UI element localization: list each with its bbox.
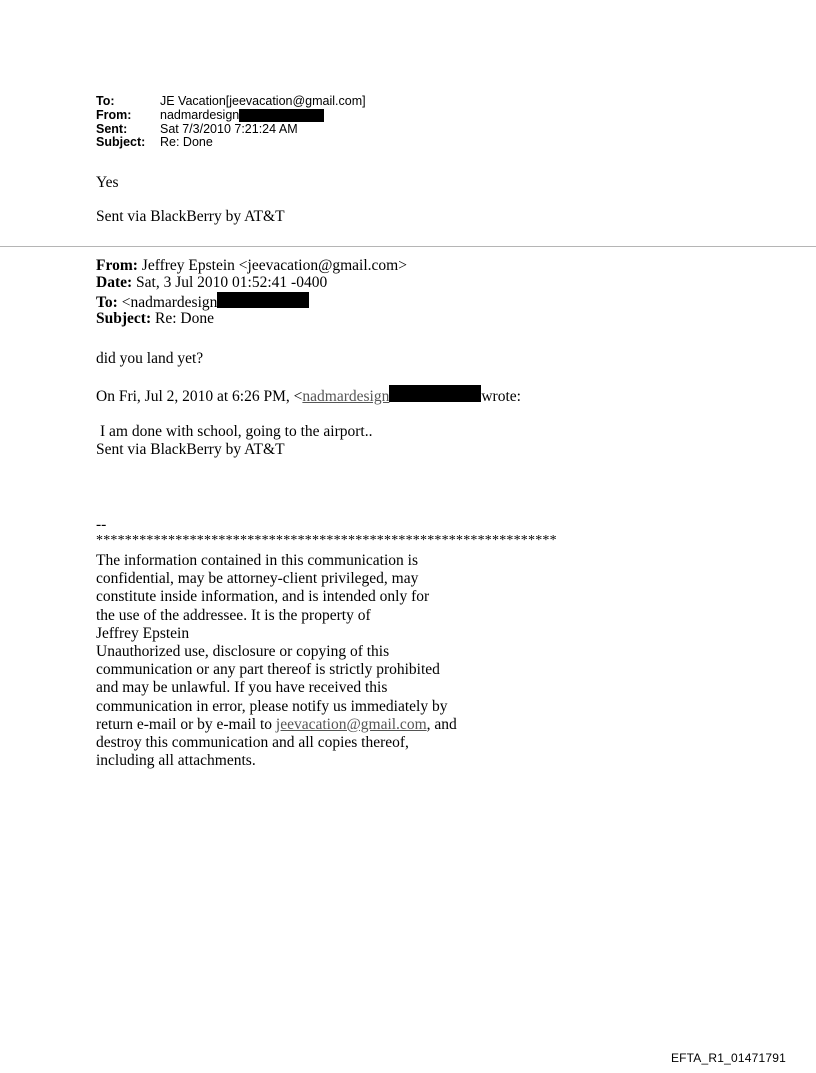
attribution-prefix: On Fri, Jul 2, 2010 at 6:26 PM, < <box>96 388 303 405</box>
sent-value: Sat 7/3/2010 7:21:24 AM <box>160 121 298 136</box>
quoted-to-value: <nadmardesign <box>117 293 218 311</box>
disclaimer-email-link[interactable]: jeevacation@gmail.com <box>275 715 427 733</box>
quoted-to-row <box>96 292 407 312</box>
quoted-from-row <box>96 258 407 275</box>
confidentiality-disclaimer <box>96 552 516 770</box>
quoted-from-value: Jeffrey Epstein <jeevacation@gmail.com> <box>137 257 407 274</box>
header-sent-row <box>96 123 366 137</box>
to-value: JE Vacation[jeevacation@gmail.com] <box>160 94 366 108</box>
quoted-header <box>96 258 407 328</box>
header-from-row <box>96 109 366 123</box>
disclaimer-text-part2: , and destroy this communication and all copies thereof, including all attachments. <box>96 715 457 770</box>
divider-line <box>0 246 816 247</box>
quoted-date-label: Date: <box>96 273 133 291</box>
quoted-subject-row <box>96 311 407 328</box>
attribution-line <box>96 385 521 406</box>
reply-body: Yes <box>96 174 119 191</box>
signature-dashes: -- <box>96 516 107 533</box>
to-label: To: <box>96 94 115 108</box>
subject-value: Re: Done <box>160 135 213 150</box>
quoted-subject-label: Subject: <box>96 310 152 328</box>
document-id-footer: EFTA_R1_01471791 <box>670 1051 786 1065</box>
quoted-date-value: Sat, 3 Jul 2010 01:52:41 -0400 <box>132 273 328 291</box>
quoted-body: did you land yet? <box>96 350 204 367</box>
redaction-box <box>217 292 309 308</box>
email-header <box>96 95 366 150</box>
quoted-from-label: From: <box>96 257 138 274</box>
disclaimer-text-part1: The information contained in this communication is confidential, may be attorney-client privileged, may constitute inside information, and is intended only for the use of the addressee. It is the property of Jeffrey Epstein Unauthorized use, disclosure or copying of this communication or any part thereof is strictly prohibited and may be unlawful. If you have received this communication in error, please notify us immediately by return e-mail or by e-mail to <box>96 552 448 733</box>
quoted-to-label: To: <box>96 293 118 311</box>
inner-signature: Sent via BlackBerry by AT&T <box>96 441 285 458</box>
quoted-subject-value: Re: Done <box>151 310 214 328</box>
reply-signature: Sent via BlackBerry by AT&T <box>96 208 285 225</box>
quoted-date-row <box>96 275 407 292</box>
from-label: From: <box>96 107 132 122</box>
header-to-row <box>96 95 366 109</box>
asterisk-separator: **************************************************************** <box>96 533 557 548</box>
attribution-email-link[interactable]: nadmardesign <box>302 388 390 405</box>
subject-label: Subject: <box>96 135 146 150</box>
from-value: nadmardesign <box>160 107 240 122</box>
inner-message: I am done with school, going to the airport.. <box>100 423 373 440</box>
redaction-box <box>389 385 481 402</box>
attribution-suffix: wrote: <box>481 388 521 405</box>
header-subject-row <box>96 136 366 150</box>
sent-label: Sent: <box>96 121 128 136</box>
redaction-box <box>239 109 324 122</box>
